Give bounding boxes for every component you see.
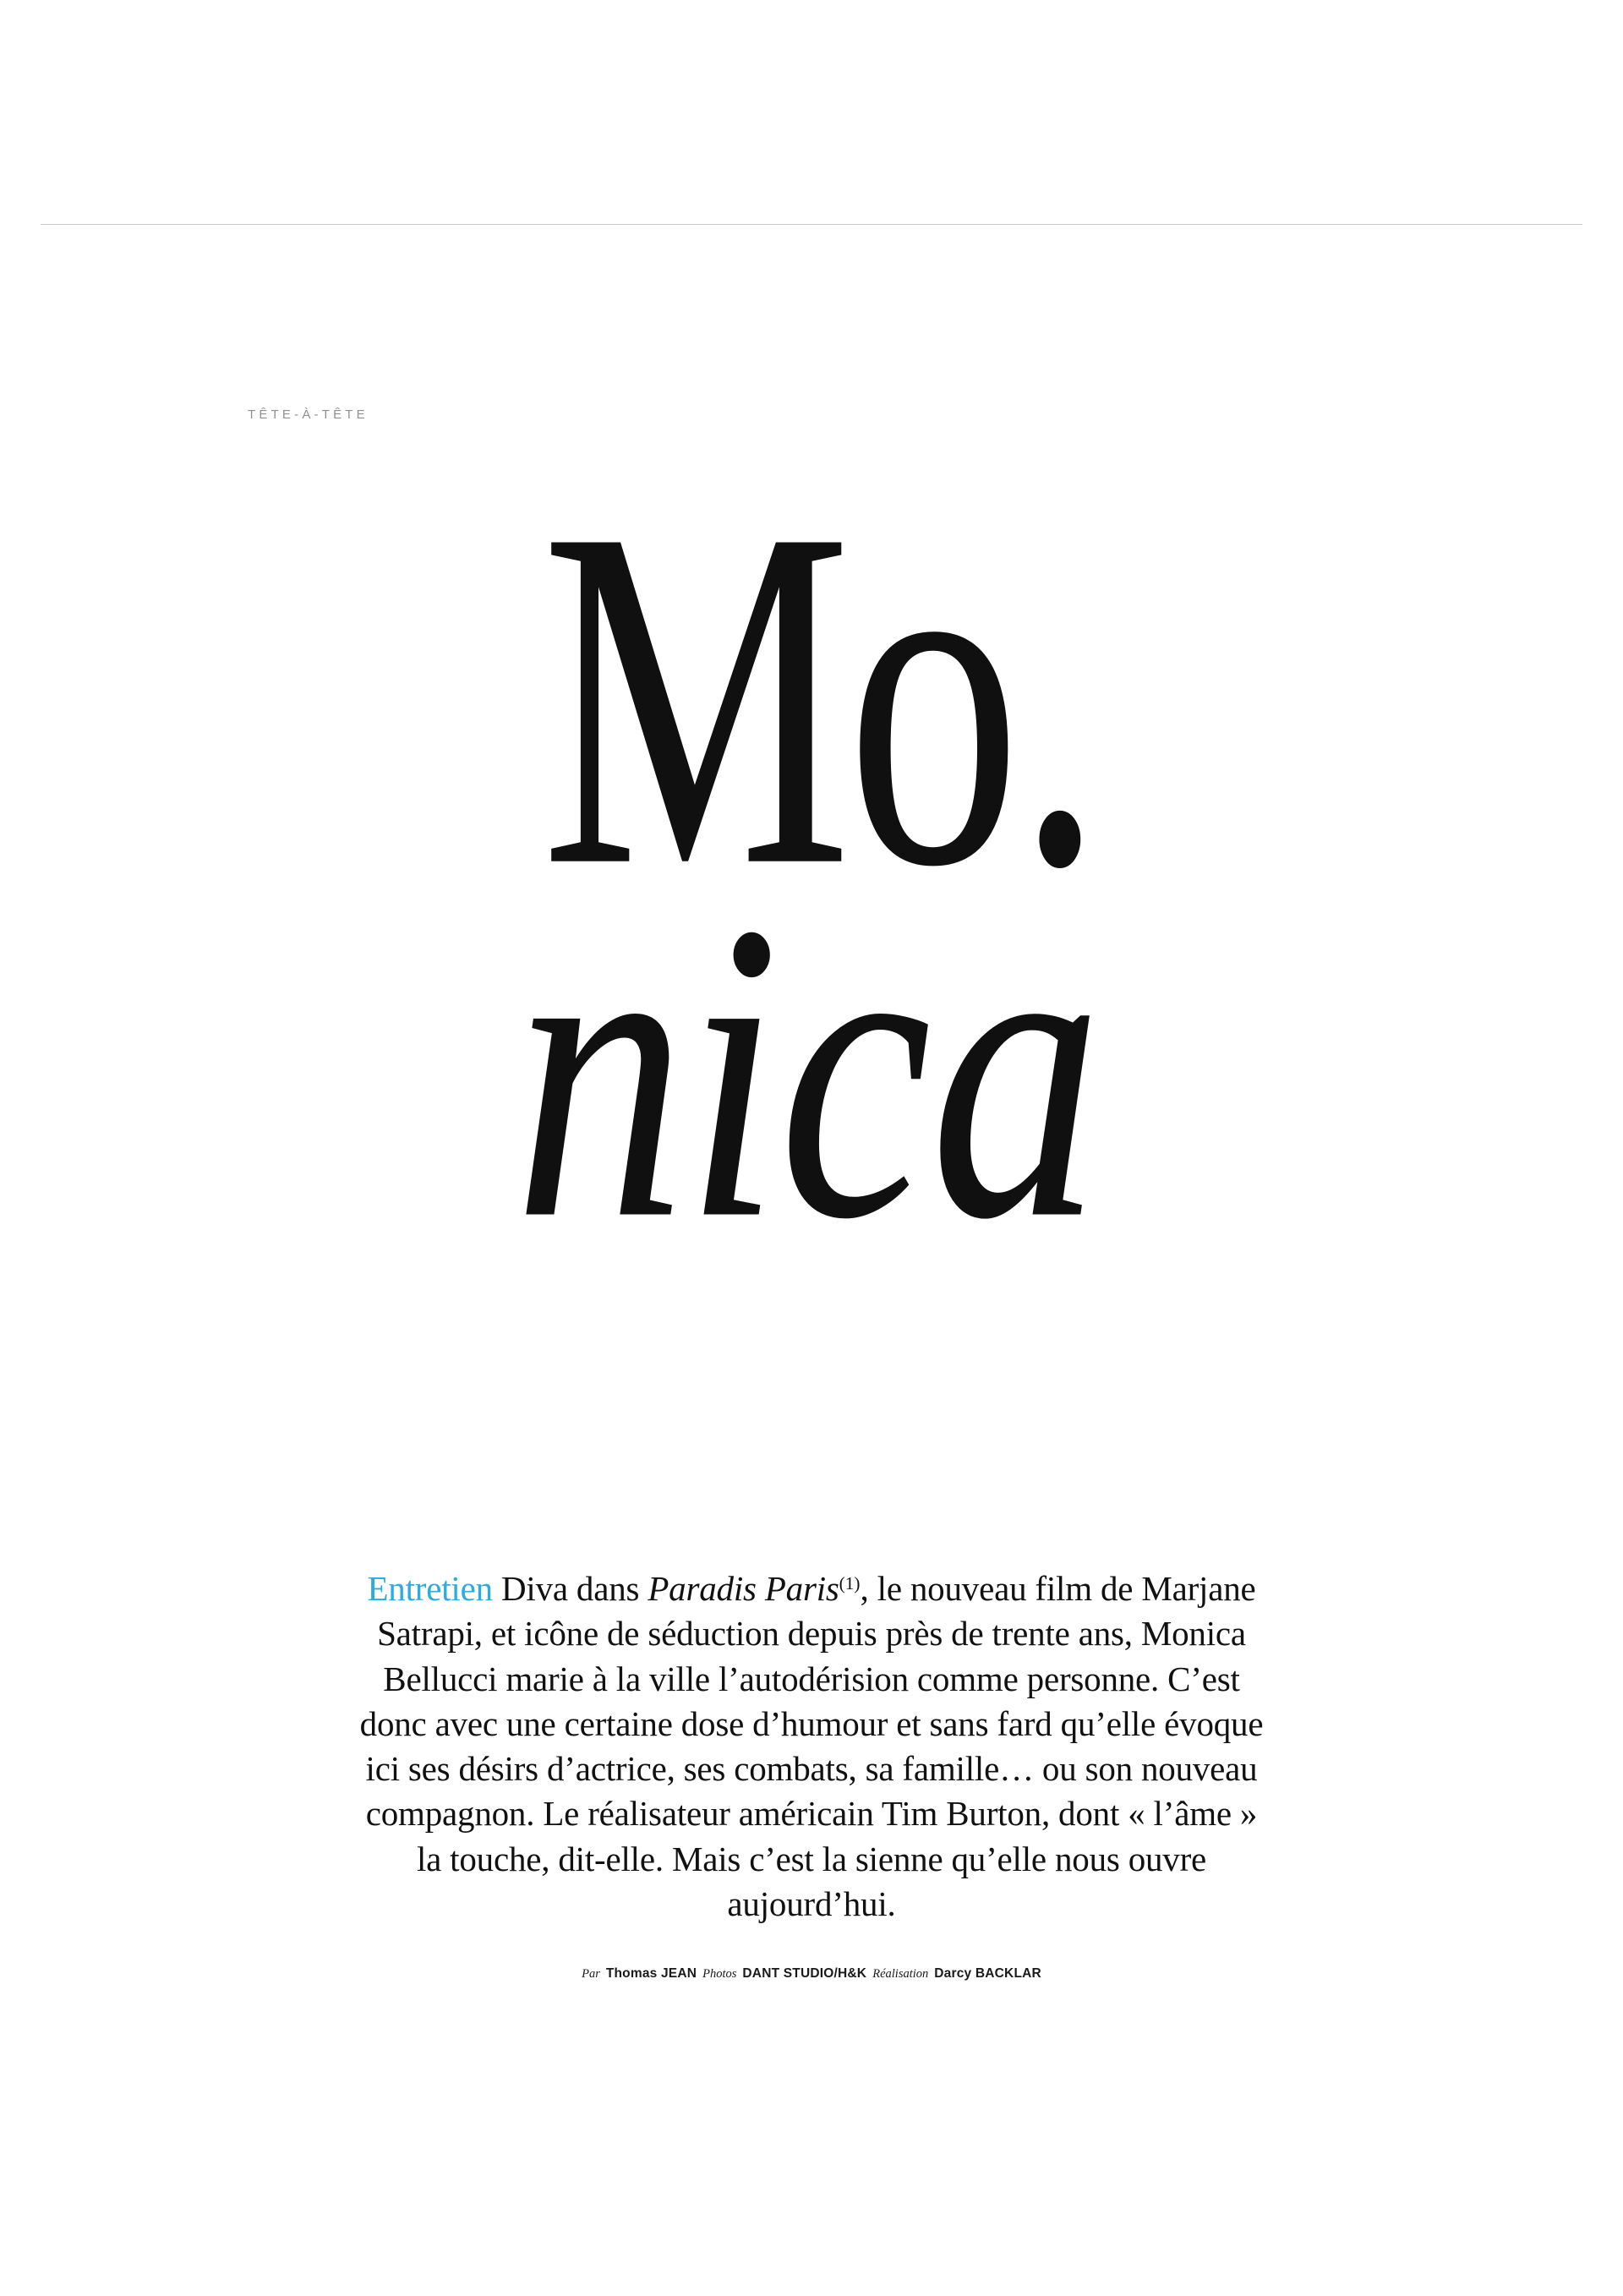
header-divider xyxy=(41,224,1582,225)
credit-styling-name: Darcy BACKLAR xyxy=(934,1966,1041,1981)
display-title xyxy=(0,428,1623,1307)
credit-photo-name: DANT STUDIO/H&K xyxy=(742,1966,867,1981)
credit-author-role: Par xyxy=(582,1967,600,1981)
section-kicker: TÊTE-À-TÊTE xyxy=(248,407,369,422)
standfirst-text-before-title: Diva dans xyxy=(492,1569,648,1608)
display-title-line-2: nica xyxy=(513,834,1101,1307)
credit-author-name: Thomas JEAN xyxy=(605,1966,697,1981)
footnote-marker: (1) xyxy=(839,1572,861,1594)
standfirst-paragraph xyxy=(355,1566,1268,1927)
display-title-line-1: Mo. xyxy=(541,428,1099,968)
standfirst-lead-in: Entretien xyxy=(367,1569,493,1608)
credits-line xyxy=(304,1966,1319,1982)
credit-styling-role: Réalisation xyxy=(872,1967,929,1981)
film-title: Paradis Paris xyxy=(648,1569,839,1608)
standfirst-body-text: , le nouveau film de Marjane Satrapi, et icône de séduction depuis près de trente ans, Monica Bellucci marie à la ville l’autodérision comme personne. C’est donc avec une certaine dose d’humour et sans fard qu’elle évoque ici ses désirs d’actrice, ses combats, sa famille… ou son nouveau compagnon. Le réalisateur américain Tim Burton, dont « l’âme » la touche, dit-elle. Mais c’est la sienne qu’elle nous ouvre aujourd’hui. xyxy=(359,1569,1264,1924)
credit-photo-role: Photos xyxy=(702,1967,737,1981)
